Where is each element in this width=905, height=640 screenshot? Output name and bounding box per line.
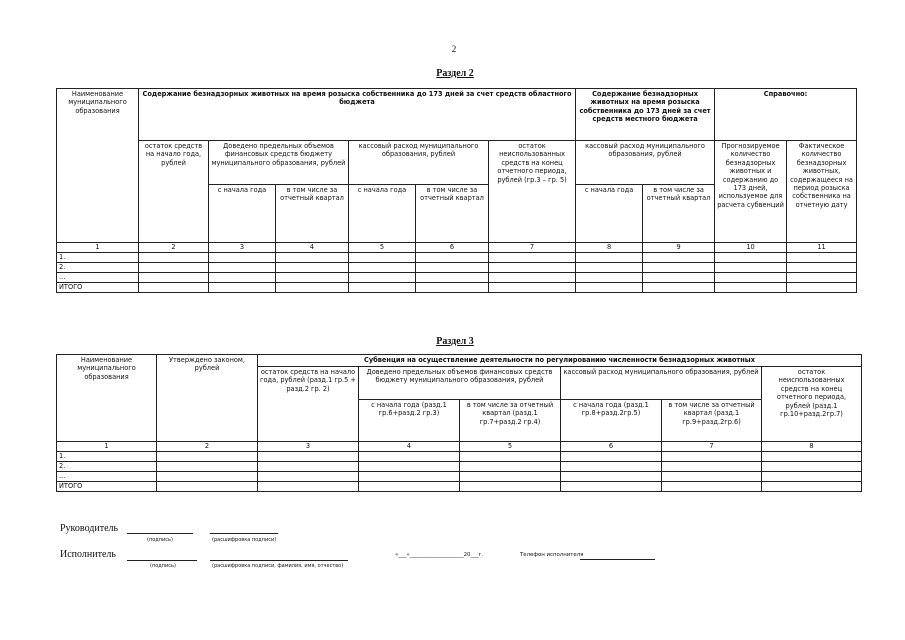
executor-decode-line — [210, 560, 348, 561]
s2-header-balance-end: остаток неиспользованных средств на конец отчетного периода, рублей (гр.3 – гр. 5) — [489, 141, 576, 243]
s2-header-balance-start: остаток средств на начало года, рублей — [139, 141, 209, 243]
s2-row-total: ИТОГО — [57, 283, 139, 293]
s2-header-cash-municipal: кассовый расход муниципального образования, рублей — [349, 141, 489, 185]
head-label: Руководитель — [60, 523, 119, 534]
s3-col-number: 2 — [157, 442, 258, 452]
s2-col-number: 1 — [57, 243, 139, 253]
s2-header-local: Содержание безнадзорных животных на время розыска собственника до 173 дней за счет средств местного бюджета — [576, 89, 715, 141]
s2-sub-quarter: в том числе за отчетный квартал — [276, 185, 349, 243]
s2-col-number: 7 — [489, 243, 576, 253]
s3-row-label: 2. — [57, 462, 157, 472]
date-field: «___»____________________20___г. — [395, 552, 484, 558]
s3-header-balance-start: остаток средств на начало года, рублей (разд.1 гр.5 + разд.2 гр. 2) — [258, 367, 359, 442]
s3-sub-cash-start: с начала года (разд.1 гр.8+разд.2гр.5) — [561, 400, 662, 442]
section3-title: Раздел 3 — [436, 336, 474, 347]
s2-row-label: ... — [57, 273, 139, 283]
s2-col-number: 2 — [139, 243, 209, 253]
head-signature-line — [127, 533, 193, 534]
executor-signature-caption: (подпись) — [150, 563, 176, 569]
head-decode-line — [210, 533, 278, 534]
s3-col-number: 6 — [561, 442, 662, 452]
table-row — [57, 263, 857, 273]
s3-sub-alloc-quarter: в том числе за отчетный квартал (разд.1 гр.7+разд.2 гр.4) — [460, 400, 561, 442]
s2-header-allocated: Доведено предельных объемов финансовых средств бюджету муниципального образования, рублей — [209, 141, 349, 185]
head-decode-caption: (расшифровка подписи) — [212, 537, 277, 543]
s3-header-cash: кассовый расход муниципального образования, рублей — [561, 367, 762, 400]
s2-sub-quarter: в том числе за отчетный квартал — [416, 185, 489, 243]
phone-line — [580, 559, 655, 560]
s2-sub-from-start: с начала года — [209, 185, 276, 243]
s2-col-number: 11 — [787, 243, 857, 253]
s2-row-label: 1. — [57, 253, 139, 263]
table-row — [57, 273, 857, 283]
s2-sub-quarter: в том числе за отчетный квартал — [643, 185, 715, 243]
s3-col-number: 1 — [57, 442, 157, 452]
executor-signature-line — [127, 560, 197, 561]
s2-col-number: 10 — [715, 243, 787, 253]
s3-col-number: 7 — [662, 442, 762, 452]
s2-header-regional: Содержание безнадзорных животных на время розыска собственника до 173 дней за счет средств областного бюджета — [139, 89, 576, 141]
s3-col-number: 8 — [762, 442, 862, 452]
s3-header-name: Наименование муниципального образования — [57, 355, 157, 442]
table-row — [57, 452, 862, 462]
s3-sub-alloc-start: с начала года (разд.1 гр.6+разд.2 гр.3) — [359, 400, 460, 442]
table-row — [57, 482, 862, 492]
table-row — [57, 472, 862, 482]
s3-col-number: 3 — [258, 442, 359, 452]
s2-header-cash-local: кассовый расход муниципального образования, рублей — [576, 141, 715, 185]
s3-sub-cash-quarter: в том числе за отчетный квартал (разд.1 гр.9+разд.2гр.6) — [662, 400, 762, 442]
s2-header-forecast: Прогнозируемое количество безнадзорных животных и содержанию до 173 дней, используемое для расчета субвенций — [715, 141, 787, 243]
s3-header-allocated: Доведено предельных объемов финансовых средств бюджету муниципального образования, рублей — [359, 367, 561, 400]
s3-header-subvention: Субвенция на осуществление деятельности по регулированию численности безнадзорных животных — [258, 355, 862, 367]
s2-col-number: 9 — [643, 243, 715, 253]
s2-col-number: 5 — [349, 243, 416, 253]
section3-table — [56, 354, 862, 492]
s2-sub-from-start: с начала года — [349, 185, 416, 243]
executor-decode-caption: (расшифровка подписи, фамилия, имя, отчество) — [212, 563, 344, 569]
executor-label: Исполнитель — [60, 549, 116, 560]
s2-col-number: 4 — [276, 243, 349, 253]
page-number: 2 — [451, 44, 457, 54]
s2-header-actual: Фактическое количество безнадзорных животных, содержащееся на период розыска собственника на отчетную дату — [787, 141, 857, 243]
s3-row-label: ... — [57, 472, 157, 482]
s2-header-name: Наименование муниципального образования — [57, 89, 139, 243]
table-row — [57, 283, 857, 293]
table-row — [57, 253, 857, 263]
s2-col-number: 6 — [416, 243, 489, 253]
head-signature-caption: (подпись) — [147, 537, 173, 543]
s2-sub-from-start: с начала года — [576, 185, 643, 243]
section2-table — [56, 88, 857, 293]
s2-row-label: 2. — [57, 263, 139, 273]
s2-header-reference: Справочно: — [715, 89, 857, 141]
s3-col-number: 4 — [359, 442, 460, 452]
s2-col-number: 3 — [209, 243, 276, 253]
s3-col-number: 5 — [460, 442, 561, 452]
s3-row-total: ИТОГО — [57, 482, 157, 492]
section2-title: Раздел 2 — [436, 68, 474, 79]
s3-header-approved: Утверждено законом, рублей — [157, 355, 258, 442]
s3-row-label: 1. — [57, 452, 157, 462]
table-row — [57, 462, 862, 472]
s2-col-number: 8 — [576, 243, 643, 253]
phone-label: Телефон исполнителя — [520, 552, 584, 558]
s3-header-balance-end: остаток неиспользованных средств на конец отчетного периода, рублей (разд.1 гр.10+разд.2гр.7) — [762, 367, 862, 442]
